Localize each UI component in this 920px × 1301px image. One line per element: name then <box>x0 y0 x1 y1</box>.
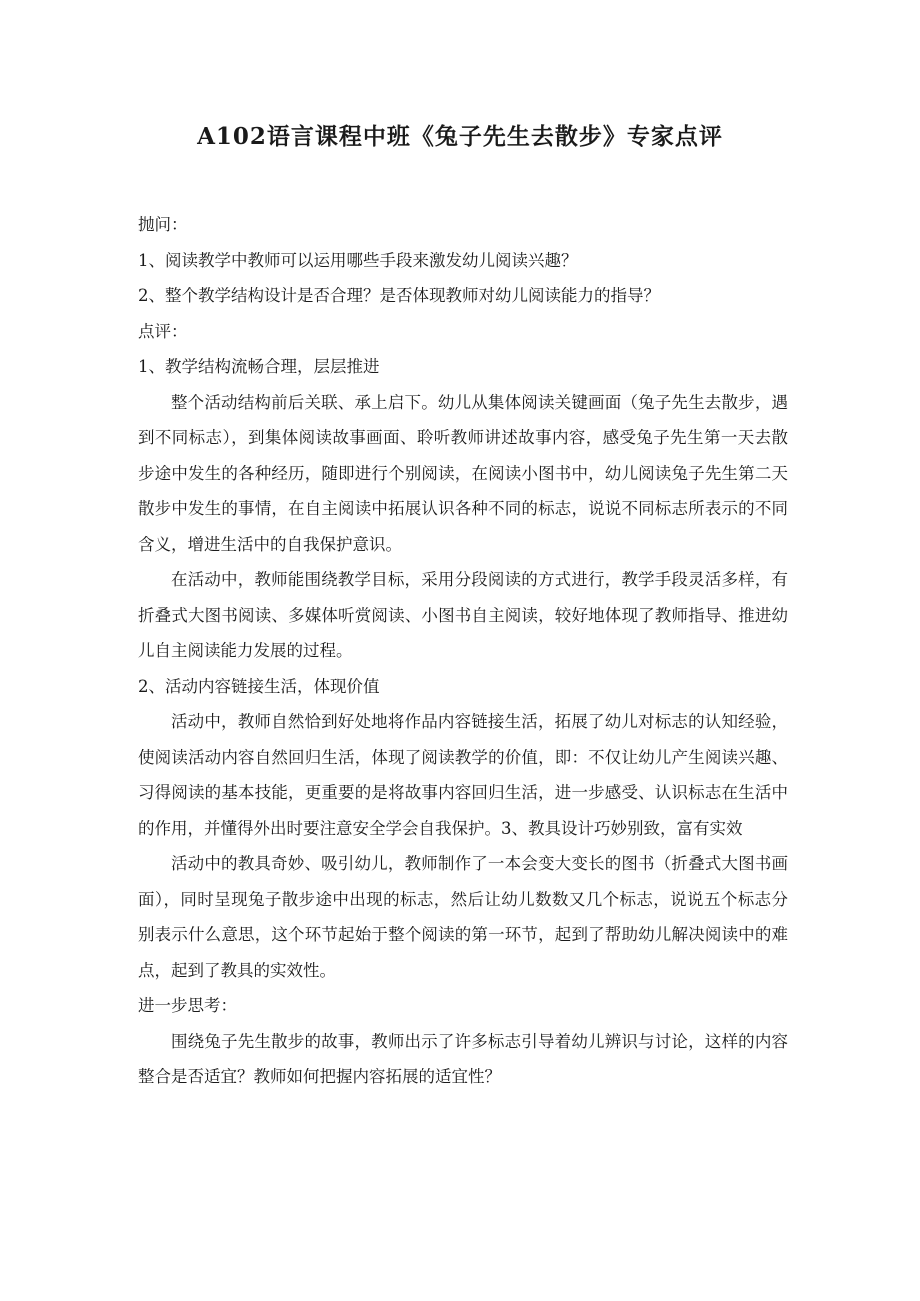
section-2-heading: 2、活动内容链接生活，体现价值 <box>138 676 380 696</box>
review-heading: 点评： <box>138 321 188 341</box>
section-1-heading: 1、教学结构流畅合理，层层推进 <box>138 357 380 376</box>
section-1-paragraph-2: 在活动中，教师能围绕教学目标，采用分段阅读的方式进行，教学手段灵活多样，有折叠式大图书阅读、多媒体听赏阅读、小图书自主阅读，较好地体现了教师指导、推进幼儿自主阅读能力发展的过程。 <box>138 570 788 660</box>
section-3-paragraph-1: 活动中的教具奇妙、吸引幼儿，教师制作了一本会变大变长的图书（折叠式大图书画面），同时呈现兔子散步途中出现的标志，然后让幼儿数数又几个标志，说说五个标志分别表示什么意思，这个环节起始于整个阅读的第一环节，起到了帮助幼儿解决阅读中的难点，起到了教具的实效性。 <box>138 854 788 980</box>
question-2: 2、整个教学结构设计是否合理？是否体现教师对幼儿阅读能力的指导？ <box>138 286 660 305</box>
section-1-paragraph-1: 整个活动结构前后关联、承上启下。幼儿从集体阅读关键画面（兔子先生去散步，遇到不同标志），到集体阅读故事画面、聆听教师讲述故事内容，感受兔子先生第一天去散步途中发生的各种经历，随即进行个别阅读，在阅读小图书中，幼儿阅读兔子先生第二天散步中发生的事情，在自主阅读中拓展认识各种不同的标志，说说不同标志所表示的不同含义，增进生活中的自我保护意识。 <box>138 392 788 554</box>
section-2-paragraph-1: 活动中，教师自然恰到好处地将作品内容链接生活，拓展了幼儿对标志的认知经验，使阅读活动内容自然回归生活，体现了阅读教学的价值，即：不仅让幼儿产生阅读兴趣、习得阅读的基本技能，更重要的是将故事内容回归生活，进一步感受、认识标志在生活中的作用，并懂得外出时要注意安全学会自我保护。3、教具设计巧妙别致，富有实效 <box>138 712 788 838</box>
questions-heading: 抛问： <box>138 215 188 234</box>
document-body <box>138 207 788 1095</box>
further-thinking-heading: 进一步思考： <box>138 996 237 1015</box>
question-1: 1、阅读教学中教师可以运用哪些手段来激发幼儿阅读兴趣？ <box>138 250 578 270</box>
further-thinking-paragraph: 围绕兔子先生散步的故事，教师出示了许多标志引导着幼儿辨识与讨论，这样的内容整合是否适宜？教师如何把握内容拓展的适宜性？ <box>138 1031 788 1086</box>
document-title: A102语言课程中班《兔子先生去散步》专家点评 <box>197 123 723 150</box>
